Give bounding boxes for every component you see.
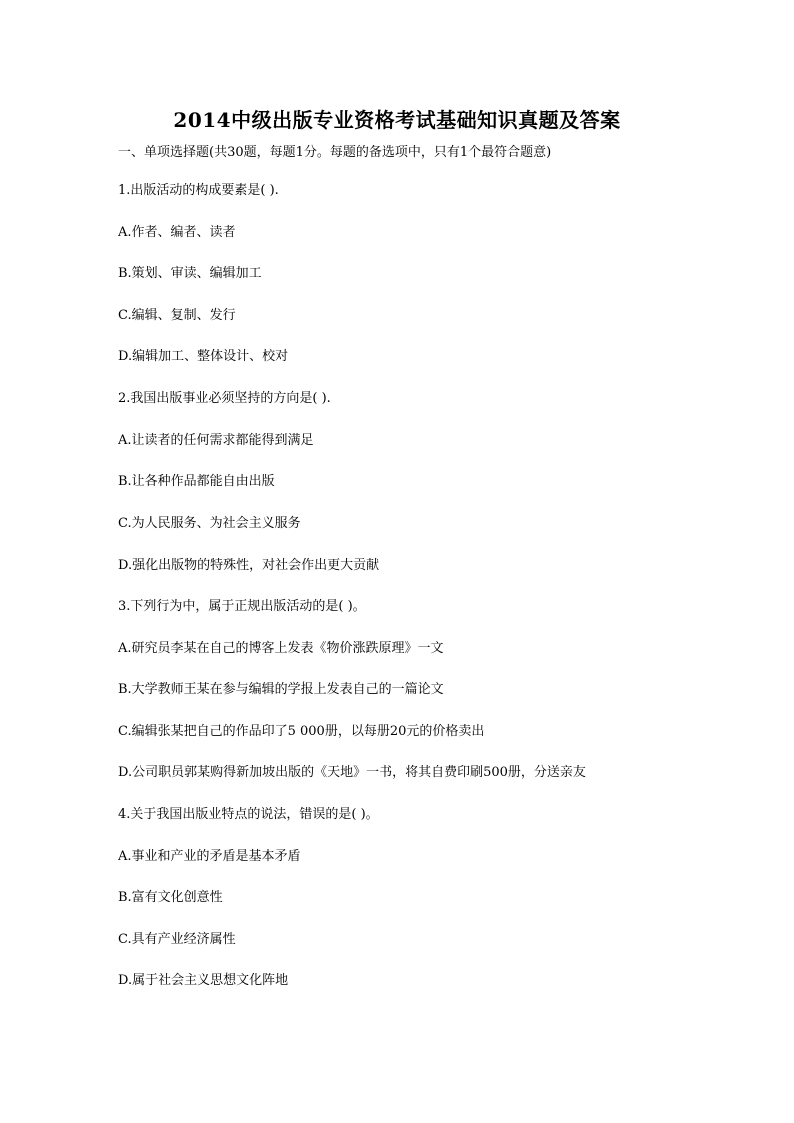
question-stem: 1.出版活动的构成要素是( ). [118,183,279,198]
answer-option: B.富有文化创意性 [118,890,223,905]
answer-option: D.属于社会主义思想文化阵地 [118,973,289,988]
answer-option: C.编辑张某把自己的作品印了5 000册，以每册20元的价格卖出 [118,724,485,739]
answer-option: D.编辑加工、整体设计、校对 [118,349,289,364]
question-stem: 2.我国出版事业必须坚持的方向是( ). [118,391,331,406]
section-heading: 一、单项选择题(共30题，每题1分。每题的备选项中，只有1个最符合题意) [118,145,552,160]
answer-option: C.为人民服务、为社会主义服务 [118,516,301,531]
answer-option: A.事业和产业的矛盾是基本矛盾 [118,849,301,864]
answer-option: A.作者、编者、读者 [118,225,236,240]
answer-option: D.强化出版物的特殊性，对社会作出更大贡献 [118,558,380,573]
answer-option: D.公司职员郭某购得新加坡出版的《天地》一书，将其自费印刷500册，分送亲友 [118,765,586,780]
document-title: 2014中级出版专业资格考试基础知识真题及答案 [173,108,621,132]
question-stem: 3.下列行为中，属于正规出版活动的是( )。 [118,599,366,614]
answer-option: C.具有产业经济属性 [118,932,236,947]
answer-option: C.编辑、复制、发行 [118,308,236,323]
answer-option: A.研究员李某在自己的博客上发表《物价涨跌原理》一文 [118,641,444,656]
answer-option: B.让各种作品都能自由出版 [118,474,275,489]
answer-option: B.策划、审读、编辑加工 [118,266,262,281]
question-stem: 4.关于我国出版业特点的说法，错误的是( )。 [118,807,379,822]
answer-option: B.大学教师王某在参与编辑的学报上发表自己的一篇论文 [118,682,444,697]
answer-option: A.让读者的任何需求都能得到满足 [118,433,314,448]
